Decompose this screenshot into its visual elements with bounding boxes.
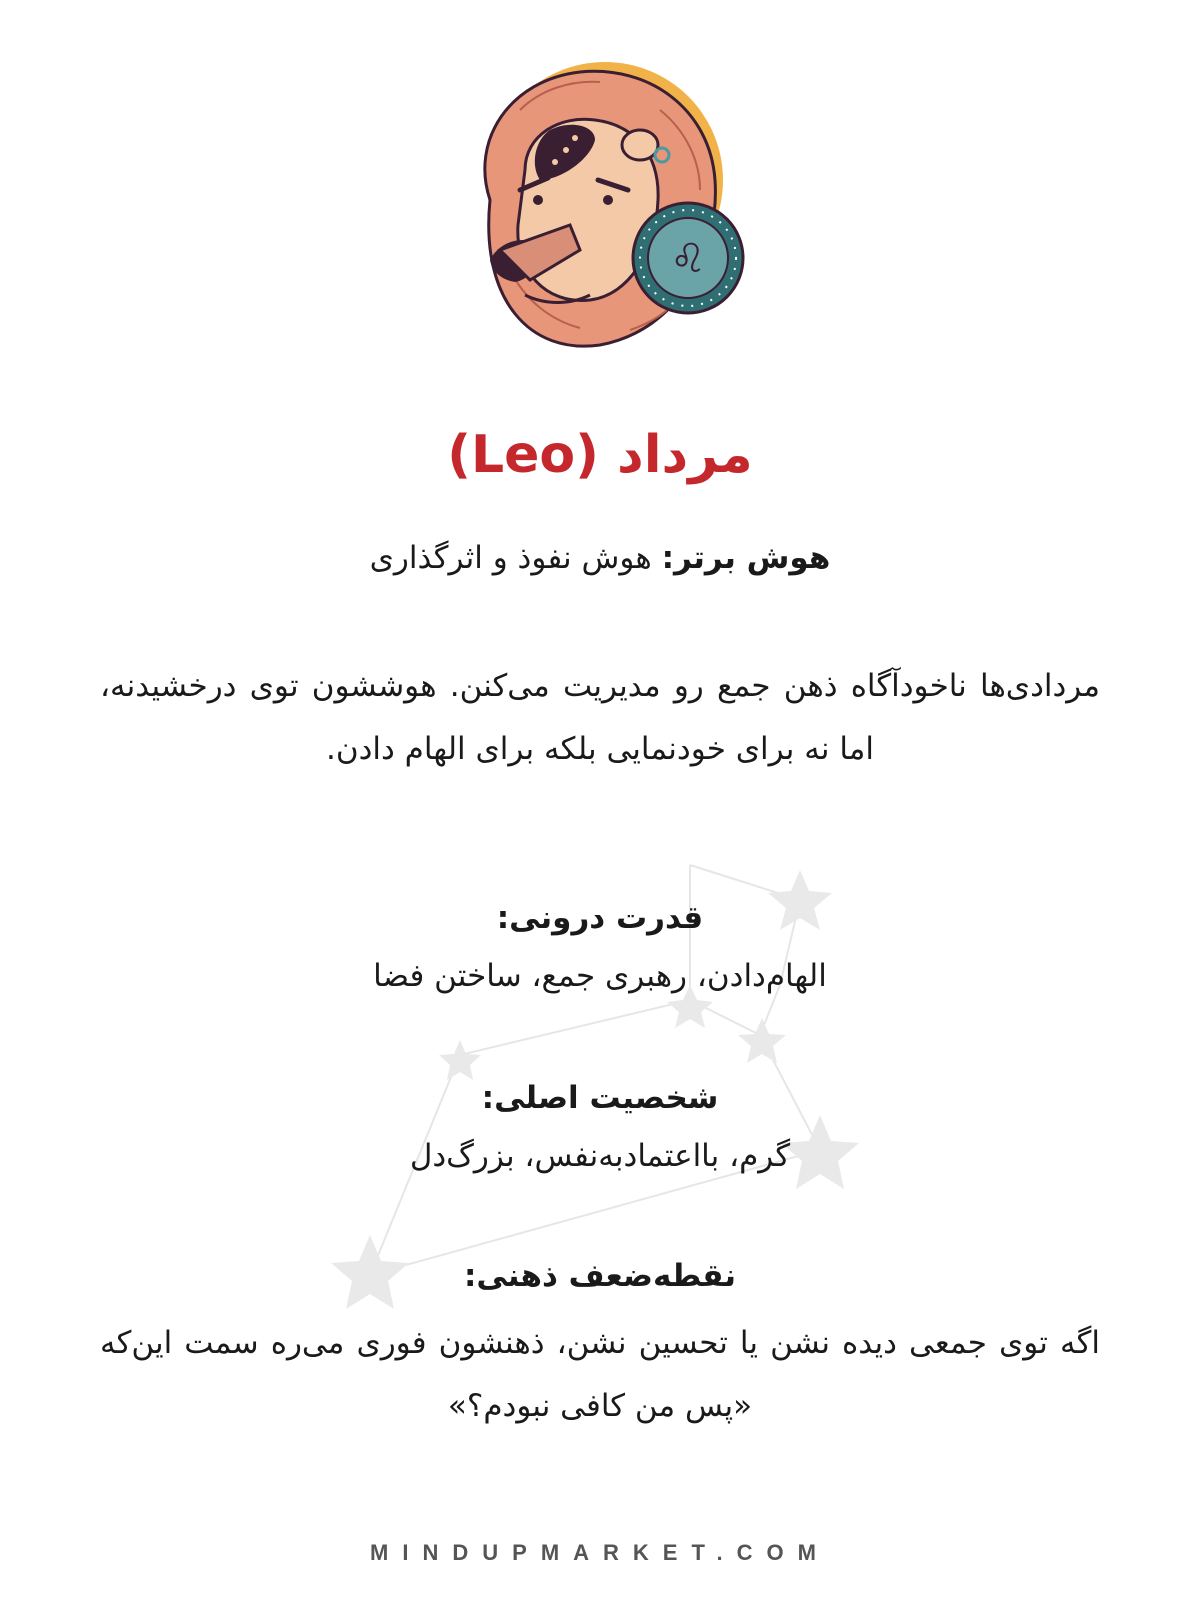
footer-website: MINDUPMARKET.COM <box>370 1540 830 1565</box>
page-title: مرداد (Leo) <box>447 425 753 485</box>
inner-power-value: الهام‌دادن، رهبری جمع، ساختن فضا <box>373 958 827 994</box>
inner-power-heading: قدرت درونی: <box>496 900 704 936</box>
leo-symbol: ♌ <box>670 236 706 282</box>
mental-weakness-value: اگه توی جمعی دیده نشن یا تحسین نشن، ذهنشون فوری می‌ره سمت این‌که «پس من کافی نبودم؟» <box>100 1325 1100 1424</box>
super-intelligence-label: هوش برتر: <box>661 540 831 576</box>
core-personality-value: گرم، بااعتمادبه‌نفس، بزرگ‌دل <box>409 1138 791 1174</box>
super-intelligence-value: هوش نفوذ و اثرگذاری <box>369 540 652 576</box>
mental-weakness-heading: نقطه‌ضعف ذهنی: <box>464 1258 736 1294</box>
description-paragraph: مردادی‌ها ناخودآگاه ذهن جمع رو مدیریت می‌کنن. هوششون توی درخشیدنه، اما نه برای خودنمایی بلکه برای الهام دادن. <box>100 668 1100 767</box>
core-personality-heading: شخصیت اصلی: <box>481 1080 719 1116</box>
super-intelligence <box>100 540 1100 577</box>
